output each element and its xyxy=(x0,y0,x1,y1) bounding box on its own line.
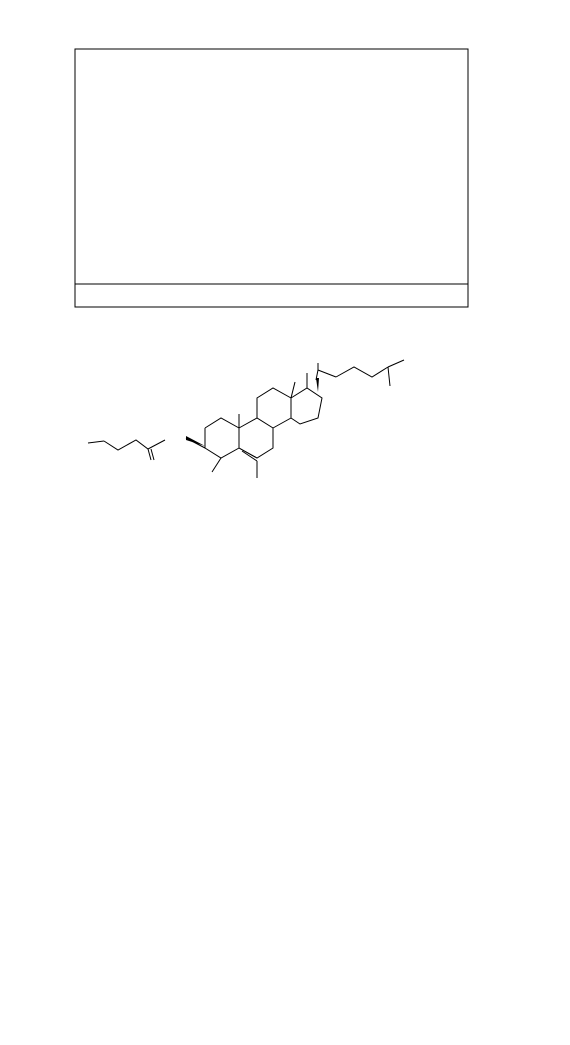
structure-bonds xyxy=(88,360,404,478)
molecular-structure xyxy=(0,0,570,520)
wedge-bond xyxy=(186,436,205,446)
wedge-bond xyxy=(316,378,319,392)
